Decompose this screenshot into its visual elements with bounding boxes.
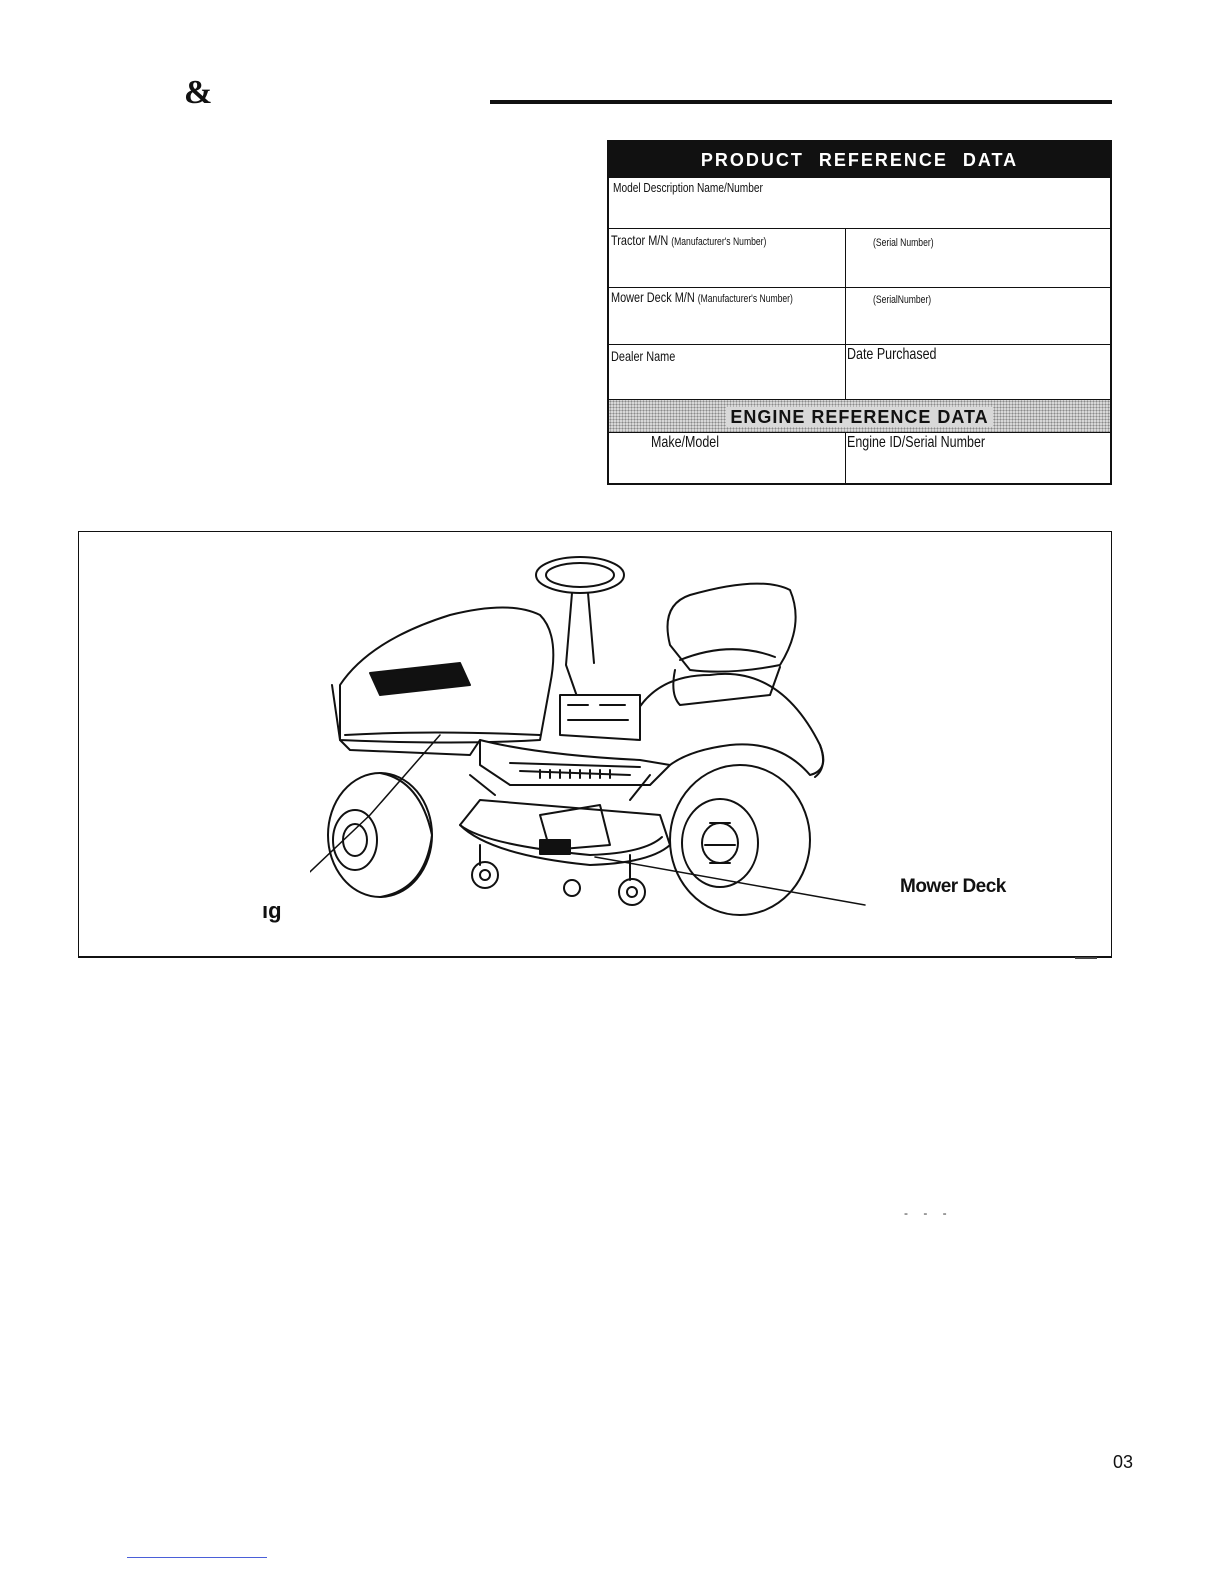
riding-mower-illustration	[310, 545, 870, 925]
dealer-name-label: Dealer Name	[611, 348, 676, 364]
figure-callout-mower-deck: Mower Deck	[900, 876, 1006, 897]
column-divider	[845, 433, 846, 485]
heading-rule	[490, 100, 1112, 104]
tractor-mn-label: Tractor M/N (Manufacturer's Number)	[611, 232, 767, 248]
engine-id-serial-label: Engine ID/Serial Number	[847, 434, 986, 451]
row-divider	[609, 344, 1110, 345]
bottom-link-underline[interactable]	[127, 1557, 267, 1558]
model-description-label: Model Description Name/Number	[613, 180, 763, 195]
engine-make-model-label: Make/Model	[651, 434, 719, 451]
engine-reference-title: ENGINE REFERENCE DATA	[609, 399, 1110, 433]
column-divider	[845, 228, 846, 399]
row-divider	[609, 228, 1110, 229]
mower-deck-serial-label: (SerialNumber)	[873, 294, 932, 306]
section-heading-ampersand: &	[184, 74, 213, 111]
tractor-serial-label: (Serial Number)	[873, 237, 934, 249]
stray-marks: - - -	[904, 1206, 953, 1220]
product-reference-table	[607, 140, 1112, 485]
page-number: 03	[1113, 1452, 1134, 1472]
stray-dash	[1075, 957, 1097, 959]
mower-deck-mn-label: Mower Deck M/N (Manufacturer's Number)	[611, 289, 793, 305]
row-divider	[609, 287, 1110, 288]
figure-callout-left: ıg	[262, 898, 282, 923]
date-purchased-label: Date Purchased	[847, 346, 937, 363]
product-reference-title: PRODUCT REFERENCE DATA	[609, 142, 1110, 178]
